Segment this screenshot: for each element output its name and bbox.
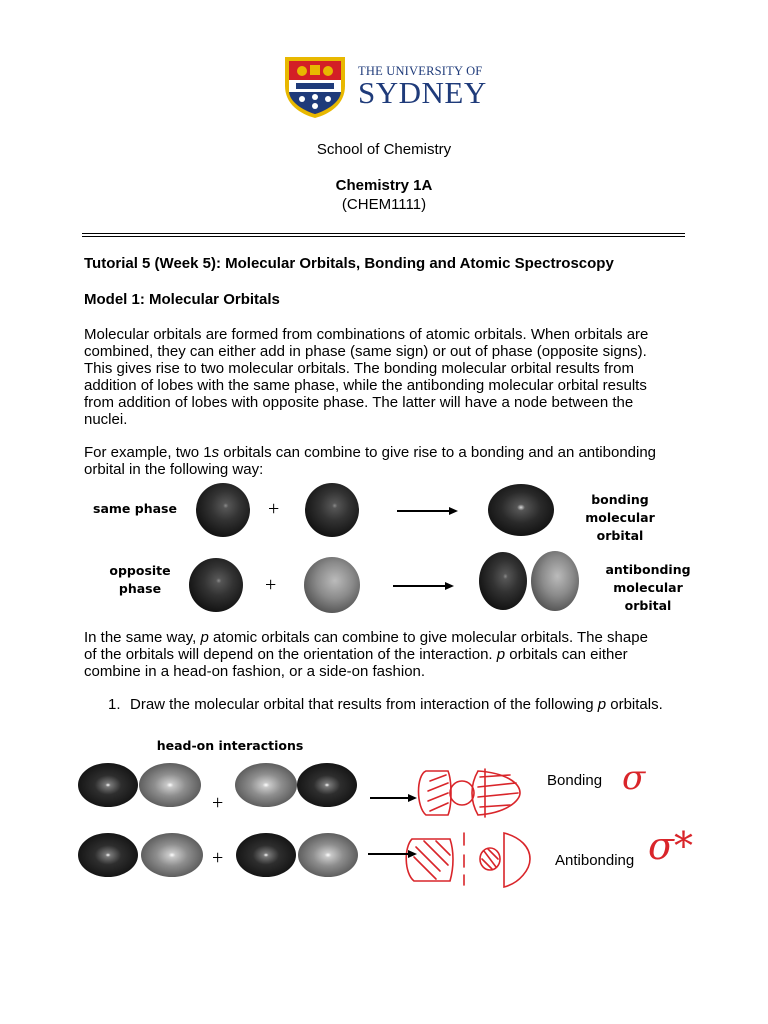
school-name: School of Chemistry <box>316 141 452 158</box>
intro-line: from addition of lobes with opposite phase. The latter will have a node between the <box>84 394 634 411</box>
question-1: 1. Draw the molecular orbital that results from interaction of the following p orbitals. <box>108 696 663 713</box>
p-orbital-paragraph <box>84 629 704 680</box>
opposite-phase-label: opposite phase <box>109 563 171 596</box>
p-orbital-figure <box>0 755 768 890</box>
head-on-heading: head-on interactions <box>156 738 304 753</box>
model-heading: Model 1: Molecular Orbitals <box>84 291 280 308</box>
university-name-line2: SYDNEY <box>358 75 487 110</box>
intro-paragraph <box>84 326 694 428</box>
handwritten-bonding-sketch <box>419 769 521 817</box>
intro-line: Molecular orbitals are formed from combinations of atomic orbitals. When orbitals are <box>84 326 649 343</box>
arrow-head-icon <box>449 507 458 515</box>
plus-sign: + <box>268 498 280 520</box>
bonding-orbital-shape <box>488 484 554 536</box>
arrow-right <box>368 853 408 855</box>
course-title: Chemistry 1A <box>335 177 433 194</box>
p-lobe-grey <box>298 833 358 877</box>
divider-top <box>82 233 685 234</box>
example-line-2: orbital in the following way: <box>84 461 264 478</box>
arrow-right <box>397 510 449 512</box>
p-lobe-dark <box>78 763 138 807</box>
p-line-1: In the same way, p atomic orbitals can combine to give molecular orbitals. The shape <box>84 629 648 646</box>
university-name <box>358 64 498 108</box>
antibonding-label: Antibonding <box>555 852 635 869</box>
p-lobe-grey <box>139 763 201 807</box>
s-orbital-dark-sphere <box>189 558 243 612</box>
p-lobe-dark <box>297 763 357 807</box>
tutorial-title: Tutorial 5 (Week 5): Molecular Orbitals, Bonding and Atomic Spectroscopy <box>84 255 614 272</box>
plus-sign: + <box>212 792 224 814</box>
p-lobe-grey <box>235 763 297 807</box>
divider-bottom <box>82 236 685 237</box>
handwritten-sigma-star: σ* <box>648 824 693 868</box>
university-name-line1: THE UNIVERSITY OF <box>358 64 483 78</box>
arrow-head-icon <box>408 850 417 858</box>
plus-sign: + <box>265 574 277 596</box>
intro-line: This gives rise to two molecular orbitals. The bonding molecular orbital results from <box>84 360 634 377</box>
arrow-head-icon <box>445 582 454 590</box>
s-orbital-dark-sphere <box>305 483 359 537</box>
arrow-right <box>370 797 408 799</box>
handwritten-sigma: σ <box>622 758 646 798</box>
course-code: (CHEM1111) <box>341 196 427 213</box>
intro-line: addition of lobes with the same phase, while the antibonding molecular orbital results <box>84 377 647 394</box>
p-lobe-grey <box>141 833 203 877</box>
intro-line: nuclei. <box>84 411 128 428</box>
same-phase-label: same phase <box>93 501 177 516</box>
crest-shield-icon <box>282 54 348 120</box>
university-crest <box>282 54 348 120</box>
arrow-head-icon <box>408 794 417 802</box>
intro-line: combined, they can either add in phase (same sign) or out of phase (opposite signs). <box>84 343 647 360</box>
s-orbital-dark-sphere <box>196 483 250 537</box>
bonding-label: Bonding <box>547 772 603 789</box>
plus-sign: + <box>212 847 224 869</box>
p-line-3: combine in a head-on fashion, or a side-on fashion. <box>84 663 426 680</box>
handwritten-antibonding-sketch <box>406 833 530 887</box>
antibonding-mo-label: antibonding molecular orbital <box>605 562 691 613</box>
arrow-right <box>393 585 445 587</box>
p-line-2: of the orbitals will depend on the orientation of the interaction. p orbitals can either <box>84 646 628 663</box>
example-line-1: For example, two 1s orbitals can combine to give rise to a bonding and an antibonding <box>84 444 657 461</box>
antibonding-lobe-grey <box>531 551 579 611</box>
bonding-mo-label: bonding molecular orbital <box>585 492 655 543</box>
p-lobe-dark <box>236 833 296 877</box>
p-lobe-dark <box>78 833 138 877</box>
antibonding-lobe-dark <box>479 552 527 610</box>
question-number: 1. <box>108 696 121 713</box>
s-orbital-grey-sphere <box>304 557 360 613</box>
